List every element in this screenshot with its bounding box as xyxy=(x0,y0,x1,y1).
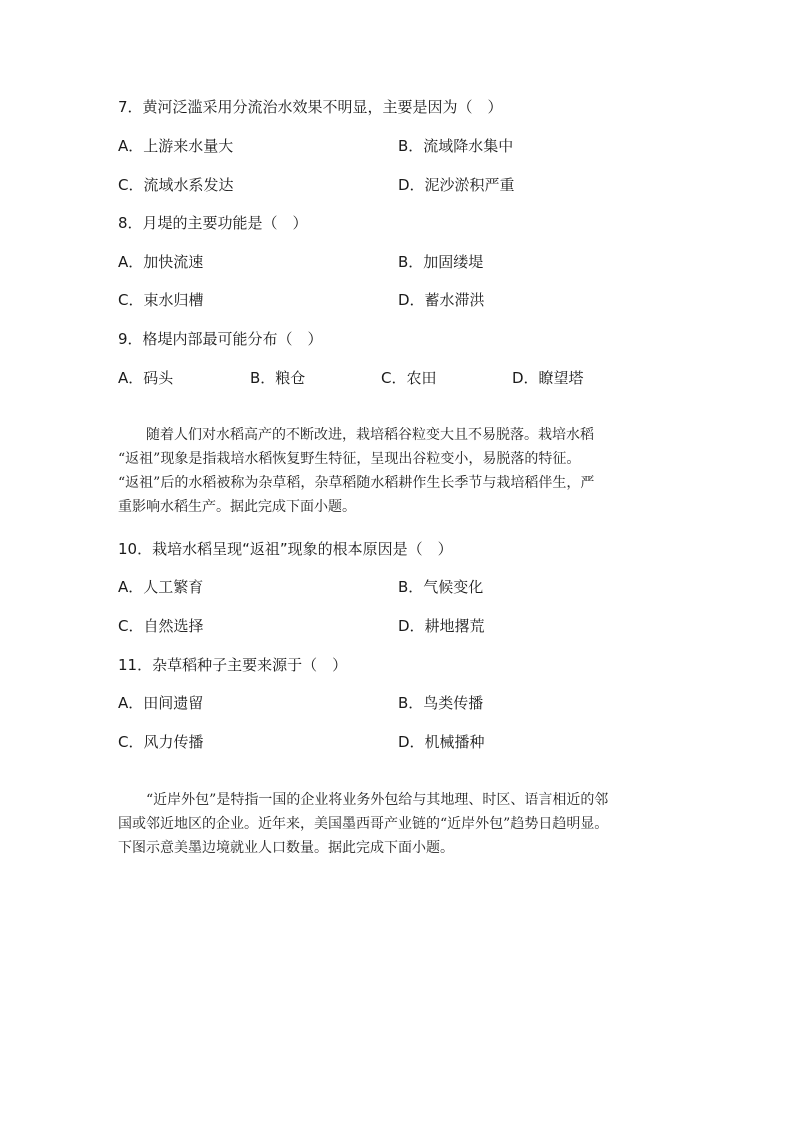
question-8-stem: 8．月堤的主要功能是（ ） xyxy=(118,214,308,232)
passage-rice-line-4: 重影响水稻生产。据此完成下面小题。 xyxy=(118,499,356,515)
question-7-stem: 7．黄河泛滥采用分流治水效果不明显，主要是因为（ ） xyxy=(118,98,503,116)
question-7-option-a: A．上游来水量大 xyxy=(118,137,234,155)
passage-rice-line-3: “返祖”后的水稻被称为杂草稻，杂草稻随水稻耕作生长季节与栽培稻伴生，严 xyxy=(118,475,595,491)
question-10-option-a: A．人工繁育 xyxy=(118,578,204,596)
question-7-option-b: B．流域降水集中 xyxy=(398,137,514,155)
passage-nearshoring-line-2: 国或邻近地区的企业。近年来，美国墨西哥产业链的“近岸外包”趋势日趋明显。 xyxy=(118,816,609,832)
passage-rice-line-2: “返祖”现象是指栽培水稻恢复野生特征，呈现出谷粒变小，易脱落的特征。 xyxy=(118,451,581,467)
question-9-option-c: C．农田 xyxy=(381,369,437,387)
passage-nearshoring xyxy=(118,788,680,860)
question-11-option-c: C．风力传播 xyxy=(118,733,204,751)
question-8-option-b: B．加固缕堤 xyxy=(398,253,484,271)
question-7-option-d: D．泥沙淤积严重 xyxy=(398,176,515,194)
question-10-option-c: C．自然选择 xyxy=(118,617,204,635)
question-10-option-b: B．气候变化 xyxy=(398,578,484,596)
passage-rice xyxy=(118,423,680,519)
question-10-stem: 10．栽培水稻呈现“返祖”现象的根本原因是（ ） xyxy=(118,540,453,558)
question-8-option-c: C．束水归槽 xyxy=(118,291,204,309)
question-11-stem: 11．杂草稻种子主要来源于（ ） xyxy=(118,656,348,674)
question-8-option-d: D．蓄水滞洪 xyxy=(398,291,485,309)
question-11-option-b: B．鸟类传播 xyxy=(398,694,484,712)
question-8-option-a: A．加快流速 xyxy=(118,253,204,271)
question-9-stem: 9．格堤内部最可能分布（ ） xyxy=(118,330,323,348)
question-7-option-c: C．流域水系发达 xyxy=(118,176,234,194)
question-9-option-b: B．粮仓 xyxy=(250,369,306,387)
question-11-option-d: D．机械播种 xyxy=(398,733,485,751)
question-10-option-d: D．耕地撂荒 xyxy=(398,617,485,635)
question-9-option-a: A．码头 xyxy=(118,369,174,387)
question-11-option-a: A．田间遗留 xyxy=(118,694,204,712)
question-9-option-d: D．瞭望塔 xyxy=(512,369,584,387)
passage-rice-line-1: 随着人们对水稻高产的不断改进，栽培稻谷粒变大且不易脱落。栽培水稻 xyxy=(118,427,594,443)
passage-nearshoring-line-1: “近岸外包”是特指一国的企业将业务外包给与其地理、时区、语言相近的邻 xyxy=(118,792,609,808)
passage-nearshoring-line-3: 下图示意美墨边境就业人口数量。据此完成下面小题。 xyxy=(118,840,454,856)
